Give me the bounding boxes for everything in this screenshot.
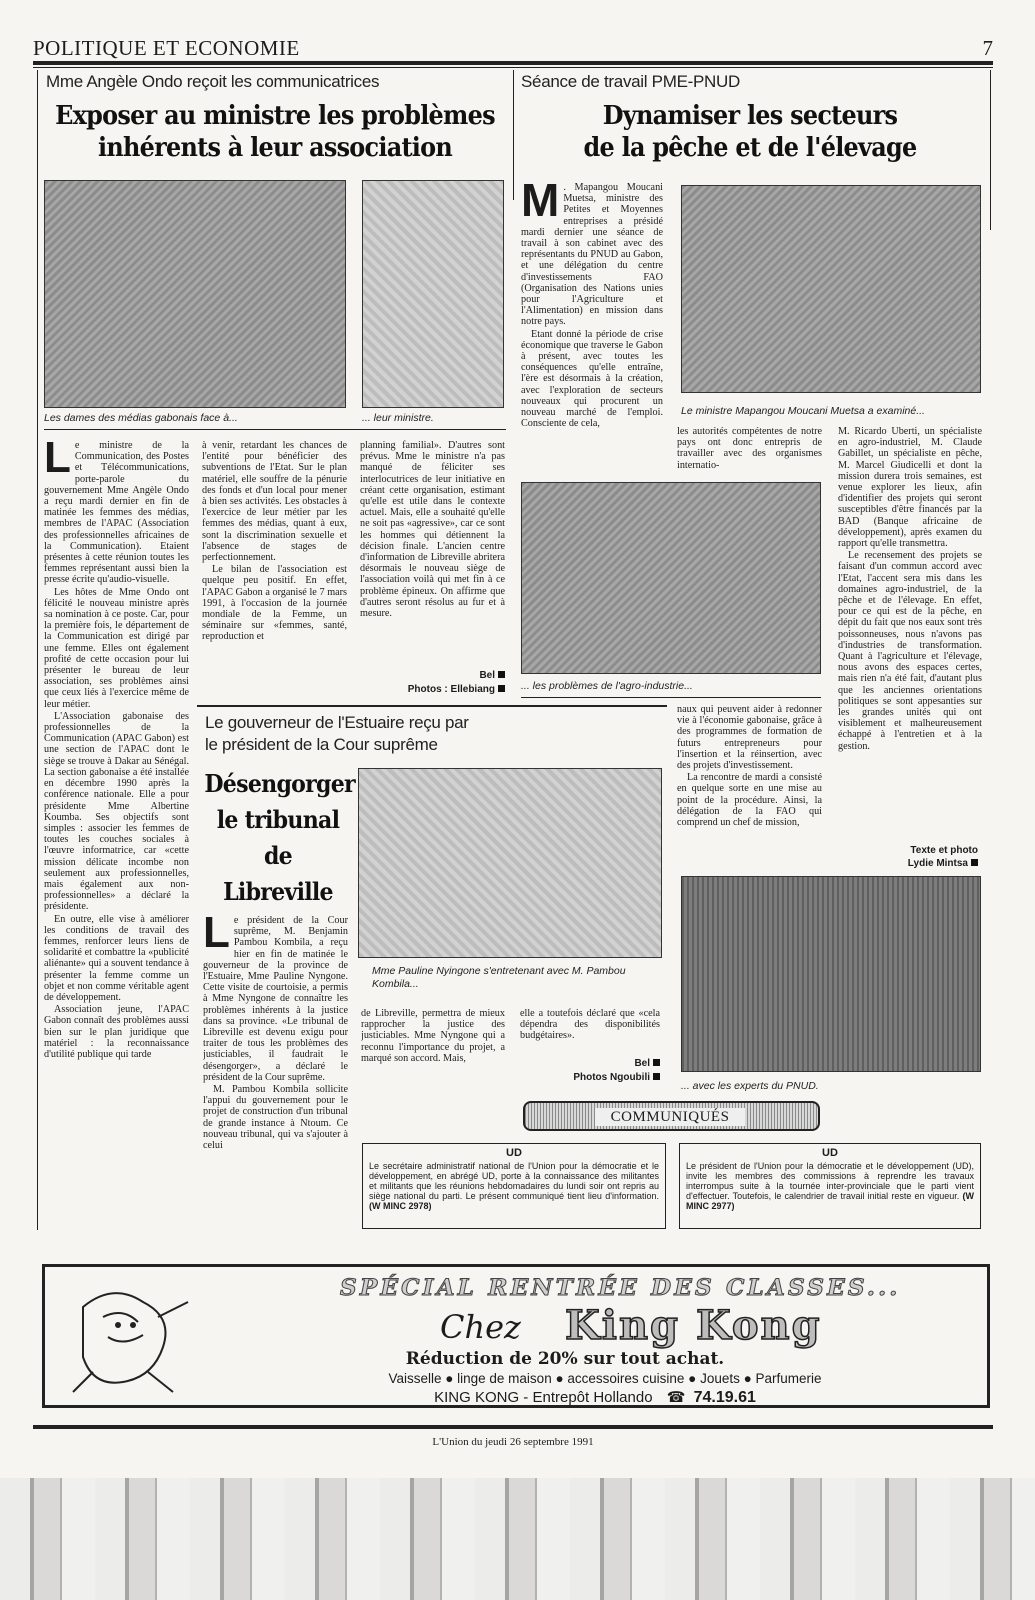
article2-col-a-p1: . Mapangou Moucani Muetsa, ministre des Petites et Moyennes entreprises a présidé mardi dernier une séance de travail à son cabinet avec des représentants du PNUD au Gabon, et une délégation du centre d'investissements FAO (Organisation des Nations unies pour l'Agriculture et l'Alimentation) en mission dans notre pays. [521, 182, 663, 328]
article3-col3-p1: elle a toutefois déclaré que «cela dépendra des disponibilités budgétaires». [520, 1008, 660, 1042]
scan-noise-strip [0, 1478, 1035, 1600]
article1-headline-line1: Exposer au ministre les problèmes [55, 101, 495, 131]
article1-photo-credit: Photos : Ellebiang [360, 684, 505, 698]
article1-headline [30, 100, 520, 172]
communiques-banner [523, 1101, 820, 1131]
article3-kicker-line1: Le gouverneur de l'Estuaire reçu par [205, 713, 469, 732]
article2-col-d-p1: M. Ricardo Uberti, un spécialiste en agro-industriel, M. Claude Gabillet, un spécialiste en pêche, M. Marcel Giudicelli et dont la mission durera trois semaines, est venue explorer les lieux, afin d'identifier des projets qui seront susceptibles d'être financés par la BAD (Banque africaine de développement), après examen du rapport qu'elle transmettra. [838, 426, 982, 550]
article1-col3-p1: planning familial». D'autres sont prévus. Mme le ministre n'a pas manqué de féliciter ses interlocutrices de leur initiative en créant cette organisation, estimant qu'elle est utile dans le contexte actuel. Mais, elle a souhaité qu'elle ne soit pas «agressive», car ce sont les hommes qui détiennent la décision finale. L'ancien centre d'information de Libreville abritera désormais le nouveau siège de l'association voilà qui met fin à ce problème épineux. On affirme que d'autres seront résolus au fur et à mesure. [360, 440, 505, 620]
article3-dropcap: L [203, 915, 230, 957]
ad-brand: King Kong [565, 1302, 822, 1349]
article3-headline-line2: le tribunal [216, 805, 340, 834]
ad-item-2: linge de maison [457, 1371, 552, 1386]
ad-offer: Réduction de 20% sur tout achat. [405, 1349, 725, 1369]
article3-headline [198, 766, 358, 916]
article2-photo-experts [681, 876, 981, 1072]
footer-rule [33, 1425, 993, 1429]
article3-column2 [361, 1008, 505, 1088]
article3-kicker [205, 712, 665, 756]
article1-col2-p2: Le bilan de l'association est quelque peu positif. En effet, l'APAC Gabon a organisé le 7 mars 1991, à l'occasion de la journée mondiale de la Femme, un séminaire sur «femmes, santé, reproduction et [202, 564, 347, 643]
article2-col-c-p2: La rencontre de mardi a consisté en quelque sorte en une mise au point de la procédure. Ainsi, la délégation de la FAO qui comprend un chef de mission, [677, 772, 822, 829]
article2-column-b [677, 426, 822, 476]
article1-col1-p2: Les hôtes de Mme Ondo ont félicité le nouveau ministre après sa nomination à ce poste. Car, pour la première fois, le département de la Communication est dirigé par une femme. Elles ont également profité de cette occasion pour lui présenter le bureau de leur association, ses problèmes ainsi que ceux liés à l'exercice même de leur métier. [44, 586, 189, 710]
article1-col1-p4: En outre, elle vise à améliorer les conditions de travail des femmes, renforcer leurs liens de solidarité et combattre la «publicité aliénante» qui a souvent tendance à présenter la femme comme un objet et non comme véritable agent de développement. [44, 913, 189, 1003]
article1-col2-p1: à venir, retardant les chances de l'entité pour bénéficier des subventions de l'Etat. Sur le plan matériel, elle souffre de la pénurie des fonds et d'un local pour mener à bien ses activités. Les obstacles à l'exercice de leur métier par les femmes des médias, quant à eux, sont la discrimination sexuelle et l'absence de stages de perfectionnement. [202, 440, 347, 564]
ad-items: Vaisselle ● linge de maison ● accessoires cuisine ● Jouets ● Parfumerie [388, 1371, 822, 1386]
article3-top-rule [197, 705, 667, 707]
right-border [990, 70, 991, 230]
article1-caption-rule [44, 429, 506, 430]
article1-signature: Bel [360, 670, 505, 684]
article2-signature: Lydie Mintsa [838, 858, 978, 872]
article2-col-b-p1: les autorités compétentes de notre pays ont donc entrepris de travailler avec des organismes internatio- [677, 426, 822, 471]
communique-box-2 [679, 1143, 981, 1229]
article1-dropcap: L [44, 440, 71, 482]
ad-banner-text: SPÉCIAL RENTRÉE DES CLASSES... [340, 1275, 901, 1301]
article3-col2-p1: de Libreville, permettra de mieux rapprocher la justice des justiciables. Mme Nyngone qui a reconnu l'importance du projet, a marqué son accord. Mais, [361, 1008, 505, 1064]
article2-headline [515, 100, 985, 172]
article3-headline-line1: Désengorger [204, 769, 355, 798]
phone-icon: ☎ [666, 1389, 686, 1406]
article3-column1 [203, 915, 348, 1227]
article1-col1-p1: e ministre de la Communication, des Postes et Télécommunications, porte-parole du gouvernement Mme Angèle Ondo a reçu mardi dernier en fin de matinée les femmes des médias, membres de l'APAC (Association des professionnelles africaines de la Communication). Etaient présentes à cette réunion toutes les femmes représentant aussi bien la presse écrite qu'audio-visuelle. [44, 440, 189, 586]
article1-caption-left: Les dames des médias gabonais face à... [44, 412, 238, 424]
communiques-title: COMMUNIQUÉS [595, 1108, 745, 1126]
ad-location-line [345, 1388, 845, 1408]
article2-photo-minister [681, 185, 981, 393]
communique-box-1 [362, 1143, 666, 1229]
article2-col-c-p1: naux qui peuvent aider à redonner vie à l'économie gabonaise, grâce à des programmes de formation de futurs entrepreneurs pour l'insertion et la réinsertion, avec des projets d'investissement. [677, 704, 822, 772]
article2-headline-line1: Dynamiser les secteurs [602, 101, 898, 131]
communique-1-ref: (W MINC 2978) [369, 1201, 432, 1211]
article3-caption: Mme Pauline Nyingone s'entretenant avec M. Pambou Kombila... [372, 965, 626, 990]
article3-photo-meeting [358, 768, 662, 958]
article2-caption-rule [521, 697, 821, 698]
article2-col-d-p2: Le recensement des projets se faisant d'un commun accord avec l'Etat, l'accent sera mis dans les domaines agro-industriel, de la pêche et de l'élevage. En effet, pour ce qui est de la pêche, en dépit du fait que nos eaux sont très poissonneuses, nous n'avons pas d'industries de transformation. Quant à l'agriculture et l'élevage, nous avons des espaces certes, mais rien n'a été fait, d'autant plus que les anciennes orientations politiques se sont appesanties sur les grandes unités qui ont visiblement et malheureusement échappé à l'entretien et à la gestion. [838, 550, 982, 752]
article1-column2 [202, 440, 347, 700]
article1-photo-women [44, 180, 346, 408]
article3-col1-p1: e président de la Cour suprême, M. Benjamin Pambou Kombila, a reçu hier en fin de matinée le gouverneur de la province de l'Estuaire, Mme Pauline Nyngone. Cette visite de courtoisie, a permis à Mme Nyngone de connaître les problèmes inhérents à la justice dans sa province. «Le tribunal de Libreville est devenu exigu pour traiter de tous les problèmes des justiciables, il faudrait le désengorger», a déclaré le président de la Cour suprême. [203, 915, 348, 1083]
article1-headline-line2: inhérents à leur association [97, 133, 452, 163]
article2-column-a [521, 182, 663, 472]
article2-caption-middle: ... les problèmes de l'agro-industrie... [521, 680, 693, 692]
ad-item-3: accessoires cuisine [567, 1371, 685, 1386]
article3-headline-line3: de [263, 841, 293, 870]
article2-dropcap: M [521, 182, 560, 226]
article2-signature-line1: Texte et photo [910, 845, 978, 856]
article3-kicker-line2: le président de la Cour suprême [205, 735, 438, 754]
ad-item-1: Vaisselle [388, 1371, 442, 1386]
section-title: POLITIQUE ET ECONOMIE [33, 36, 300, 60]
article2-column-d [838, 426, 982, 841]
ad-phone: 74.19.61 [693, 1389, 756, 1406]
article2-col-a-p2: Etant donné la période de crise économique que traverse le Gabon à présent, avec toutes les conséquences qu'elle entraîne, l'ère est désormais à la création, avec l'exploration de secteurs nouveaux qui procurent un nouveau marché de l'emploi. Consciente de cela, [521, 328, 663, 430]
article1-photo-minister [362, 180, 504, 408]
article3-headline-line4: Libreville [223, 877, 333, 906]
ad-illustration [63, 1277, 193, 1397]
section-header [33, 36, 993, 62]
article2-caption-bottom: ... avec les experts du PNUD. [681, 1080, 819, 1092]
article2-kicker: Séance de travail PME-PNUD [521, 72, 740, 91]
article1-caption-right: ... leur ministre. [362, 412, 434, 424]
left-border [37, 70, 38, 1230]
ad-location: KING KONG - Entrepôt Hollando [434, 1389, 653, 1406]
article2-photo-agro [521, 482, 821, 674]
article3-col1-p2: M. Pambou Kombila sollicite l'appui du gouvernement pour le projet de construction d'un tribunal de grande instance à Ntoum. Ce nouveau tribunal, qui va s'ajouter à celui [203, 1084, 348, 1152]
article3-column3 [520, 1008, 660, 1054]
footer-text: L'Union du jeudi 26 septembre 1991 [432, 1436, 594, 1448]
article1-column1 [44, 440, 189, 1225]
article2-column-c [677, 704, 822, 864]
article3-signature: Bel [520, 1058, 660, 1072]
communique-2-ref: (W MINC 2977) [686, 1191, 974, 1211]
communique-2-title: UD [822, 1147, 838, 1159]
article1-col1-p5: Association jeune, l'APAC Gabon connaît des problèmes aussi bien sur le plan juridique que matériel : la reconnaissance d'utilité publique qui tarde [44, 1004, 189, 1060]
communique-2-text: Le président de l'Union pour la démocratie et le développement (UD), invite les membres des commissions à reprendre les travaux interrompus suite à la tournée inter-provinciale que le parti vient d'effectuer. Toutefois, le calendrier de travail initial reste en vigueur. [686, 1161, 974, 1201]
communique-1-title: UD [506, 1147, 522, 1159]
ad-chez: Chez [440, 1308, 521, 1346]
article1-column3 [360, 440, 505, 668]
header-rule-thin [33, 67, 993, 68]
page-number: 7 [982, 36, 993, 60]
article1-col1-p3: L'Association gabonaise des professionnelles de la Communication (APAC Gabon) est une section de l'APAC dont le siège se trouve à Dakar au Sénégal. La section gabonaise a été installée en décembre 1990 après la conférence nationale. Elle a pour présidente Mme Albertine Koumba. Ses objectifs sont simples : associer les femmes de toutes les couches sociales à l'œuvre informatrice, car «cette mission délicate incombe non seulement aux professionnelles, mais également aux non-professionnelles» a déclaré la présidente. [44, 710, 189, 913]
article2-caption-top: Le ministre Mapangou Moucani Muetsa a examiné... [681, 405, 925, 417]
ad-item-4: Jouets [700, 1371, 740, 1386]
advertisement [42, 1264, 990, 1408]
header-rule [33, 61, 993, 65]
article3-photo-credit: Photos Ngoubili [520, 1072, 660, 1086]
communique-1-text: Le secrétaire administratif national de l'Union pour la démocratie et le développement, en abrégé UD, porte à la connaissance des militantes et militants que les réunions hebdomadaires du lundi soir ont repris au siège national du parti. Le présent communiqué tient lieu d'information. [369, 1161, 659, 1201]
article2-headline-line2: de la pêche et de l'élevage [583, 133, 917, 163]
article1-kicker: Mme Angèle Ondo reçoit les communicatrices [46, 72, 380, 91]
ad-item-5: Parfumerie [755, 1371, 822, 1386]
